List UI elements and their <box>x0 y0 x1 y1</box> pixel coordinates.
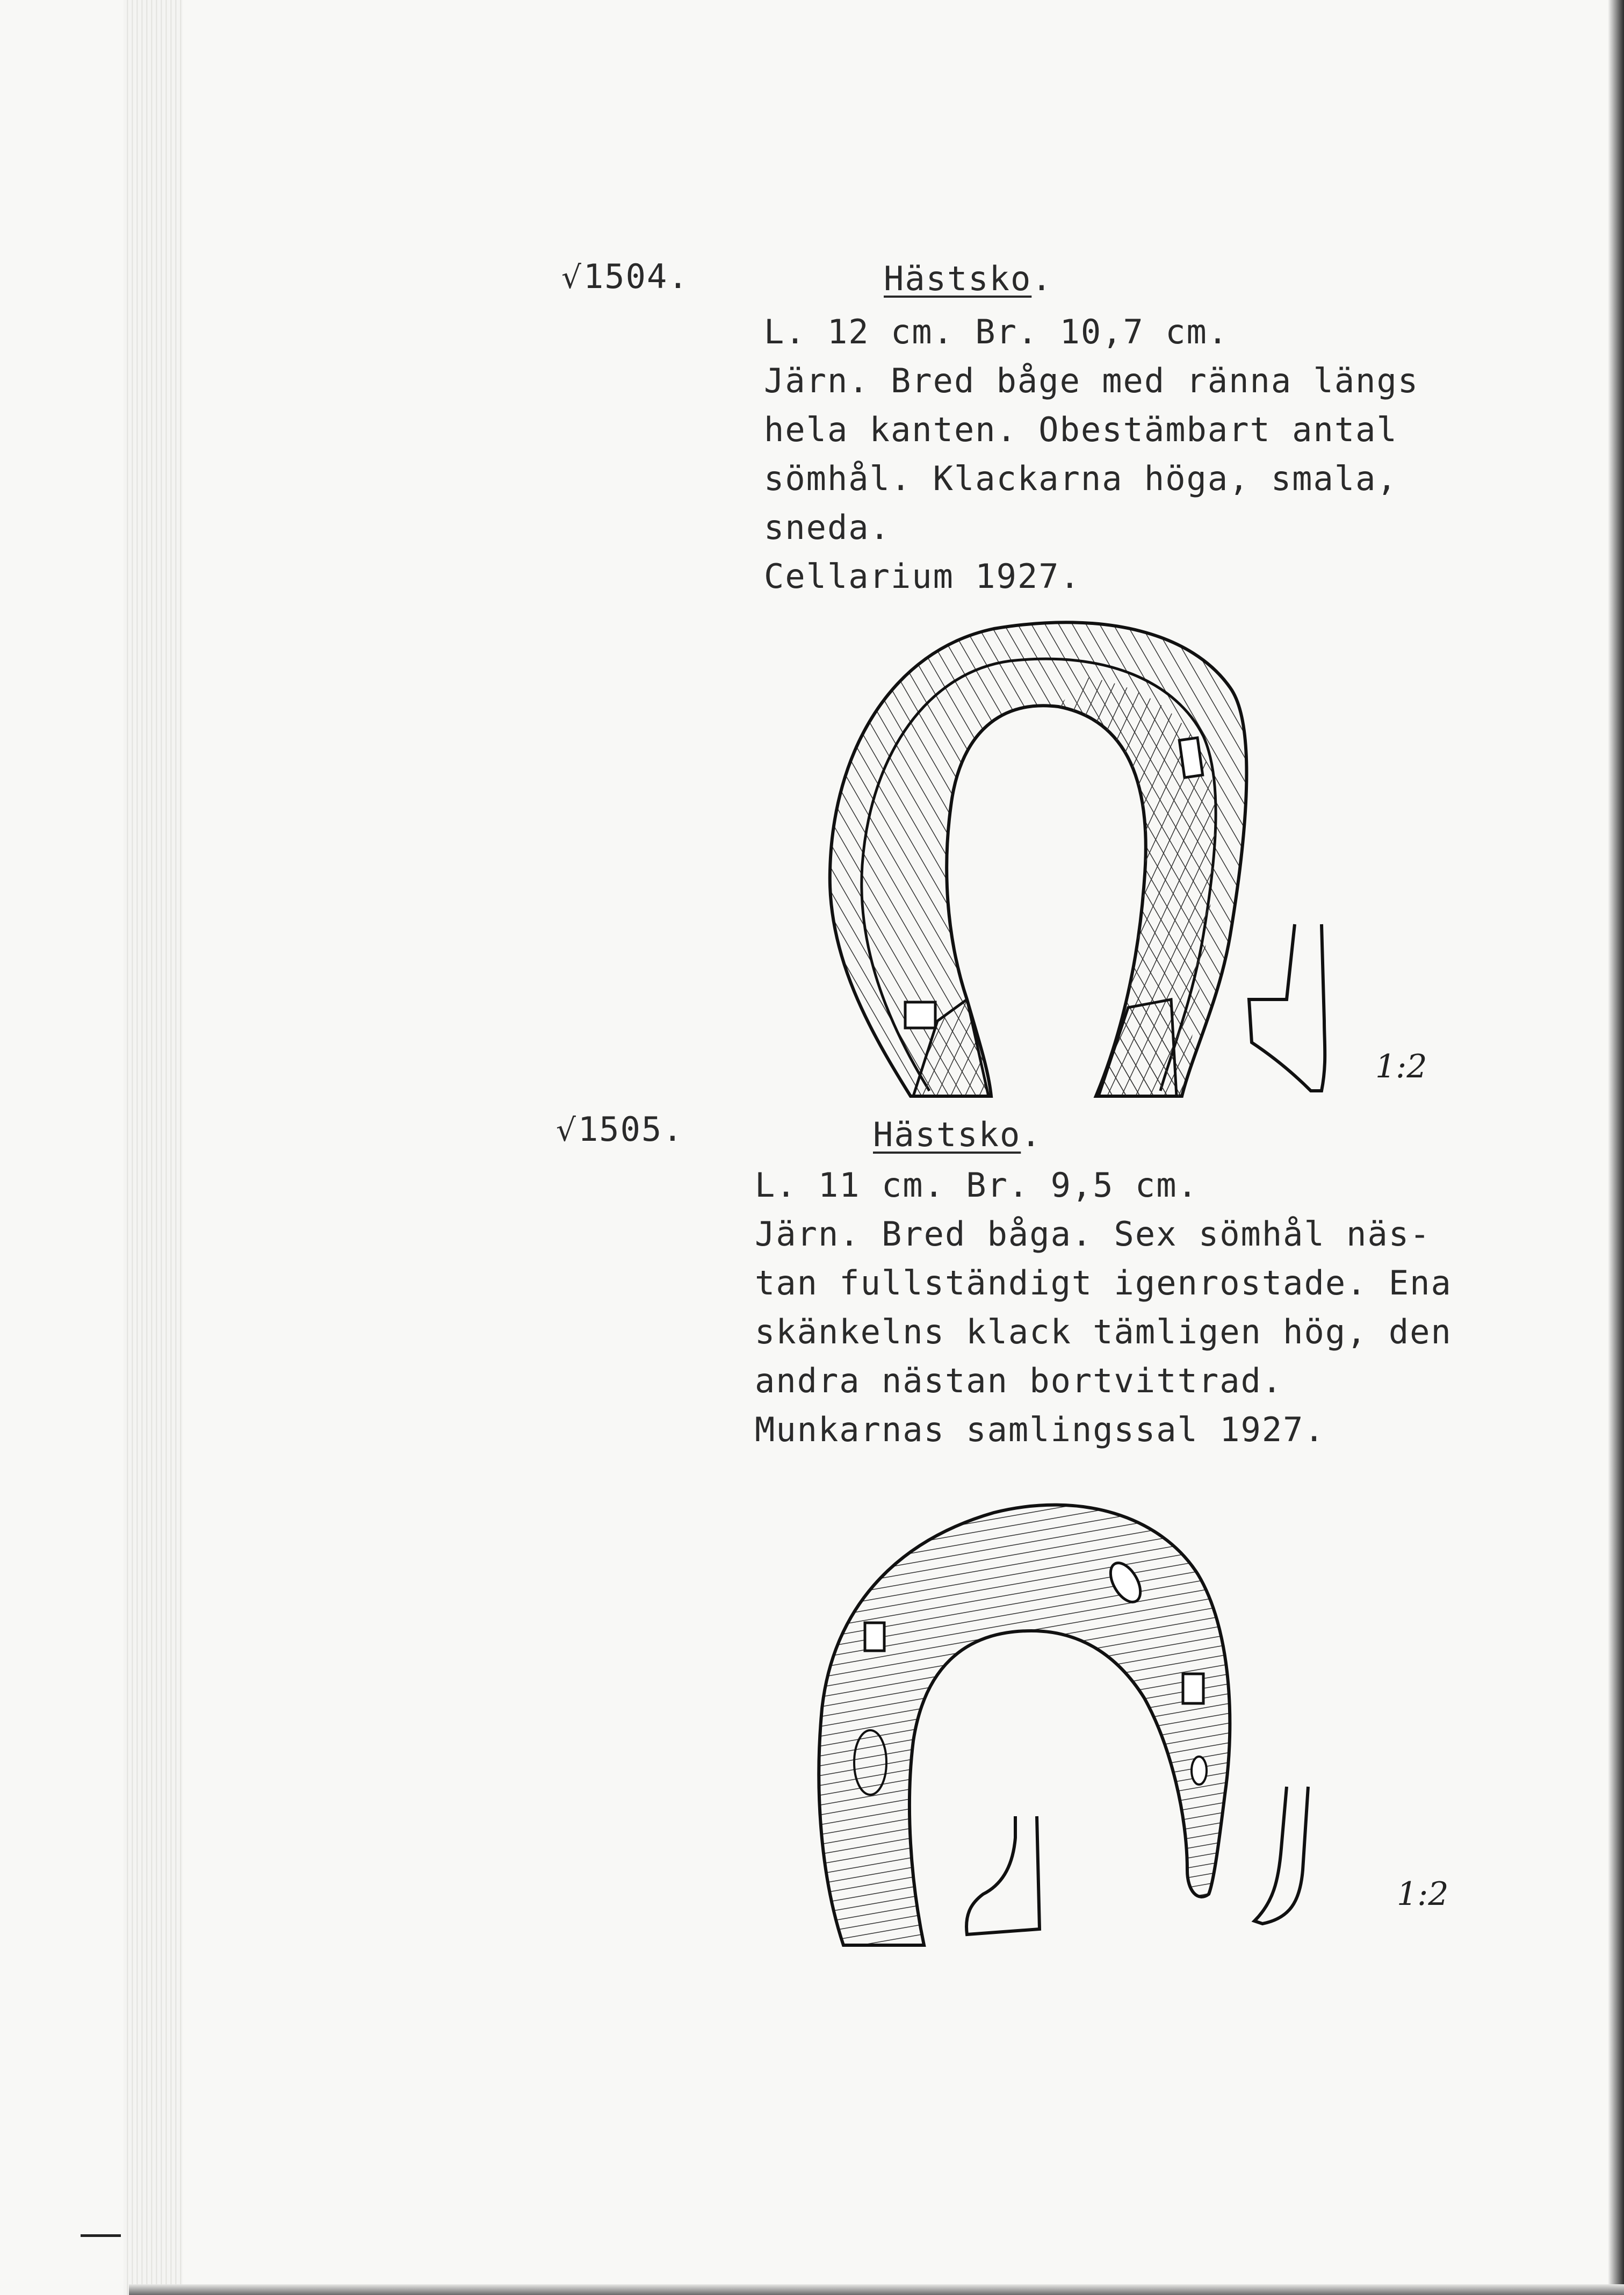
description-line: Cellarium 1927. <box>764 557 1081 596</box>
page-right-edge <box>1608 0 1624 2295</box>
horseshoe-1504-drawing <box>806 613 1477 1112</box>
catalog-number-text: 1504. <box>583 257 689 296</box>
catalog-number-1504 <box>561 257 689 296</box>
entry-title-dot: . <box>1021 1115 1042 1154</box>
entry-description-1505 <box>755 1161 1452 1454</box>
entry-heading-1504 <box>884 259 1053 298</box>
page-stack-edge <box>124 0 183 2295</box>
description-line: skänkelns klack tämligen hög, den <box>755 1312 1452 1351</box>
scale-note-1505: 1:2 <box>1397 1875 1449 1913</box>
entry-title: Hästsko <box>884 259 1032 298</box>
catalog-number-text: 1505. <box>578 1110 684 1149</box>
margin-pen-stroke <box>81 2234 121 2237</box>
description-line: andra nästan bortvittrad. <box>755 1361 1283 1400</box>
description-line: hela kanten. Obestämbart antal <box>764 410 1398 449</box>
description-line: L. 12 cm. Br. 10,7 cm. <box>764 312 1229 351</box>
description-line: Munkarnas samlingssal 1927. <box>755 1410 1325 1449</box>
check-mark: √ <box>556 1112 577 1148</box>
scale-note-1504: 1:2 <box>1375 1048 1427 1085</box>
description-line: L. 11 cm. Br. 9,5 cm. <box>755 1166 1199 1205</box>
catalog-number-1505 <box>556 1110 684 1149</box>
description-line: tan fullständigt igenrostade. Ena <box>755 1263 1452 1303</box>
entry-title: Hästsko <box>873 1115 1021 1154</box>
description-line: Järn. Bred båge med ränna längs <box>764 361 1419 400</box>
entry-description-1504 <box>764 307 1419 601</box>
entry-title-dot: . <box>1031 259 1053 298</box>
horseshoe-1505-drawing <box>800 1494 1472 1961</box>
check-mark: √ <box>561 259 582 296</box>
page-bottom-shadow <box>129 2284 1624 2295</box>
description-line: Järn. Bred båga. Sex sömhål näs- <box>755 1214 1431 1254</box>
entry-heading-1505 <box>873 1115 1042 1154</box>
description-line: sömhål. Klackarna höga, smala, <box>764 459 1398 498</box>
description-line: sneda. <box>764 508 891 547</box>
